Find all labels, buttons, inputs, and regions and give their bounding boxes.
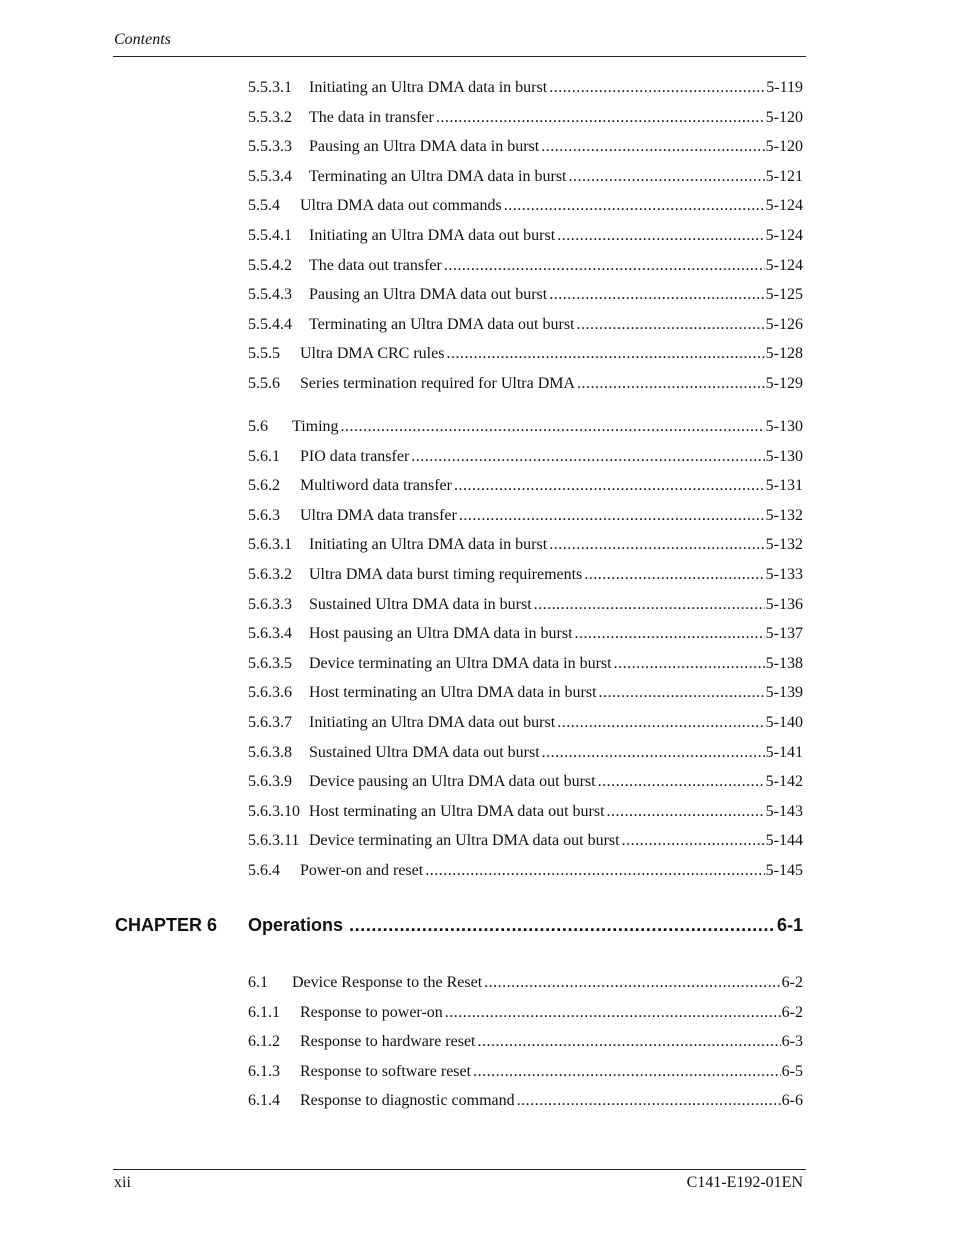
toc-entry-title: Multiword data transfer: [300, 477, 452, 495]
toc-entry-title: Initiating an Ultra DMA data in burst: [309, 536, 548, 554]
dot-leader: [549, 284, 764, 306]
toc-entry-page: 5-138: [765, 654, 803, 672]
toc-entry-number: 5.6.3.10: [248, 802, 300, 820]
toc-entry-title: Response to diagnostic command: [300, 1092, 515, 1110]
footer-page-number: xii: [114, 1174, 131, 1191]
toc-entry-title: Host terminating an Ultra DMA data out burst: [309, 802, 605, 820]
running-header-title: Contents: [114, 31, 171, 48]
toc-entry-page: 5-121: [765, 167, 803, 185]
toc-entry-page: 5-141: [765, 743, 803, 761]
dot-leader: [534, 594, 765, 616]
toc-entry-title: Host terminating an Ultra DMA data in burst: [309, 684, 597, 702]
dot-leader: [577, 314, 765, 336]
toc-entry-page: 6-5: [781, 1062, 803, 1080]
toc-entry-number: 5.6.3.6: [248, 684, 292, 702]
toc-entry-title: Timing: [292, 418, 339, 435]
toc-entry-page: 5-144: [765, 832, 803, 850]
toc-entry-title: Response to hardware reset: [300, 1033, 476, 1051]
dot-leader: [425, 860, 764, 882]
toc-entry-number: 5.5.3.4: [248, 167, 292, 185]
toc-entry-number: 5.6.3.3: [248, 595, 292, 613]
toc-entry[interactable]: [248, 446, 803, 468]
toc-entry-page: 5-129: [765, 375, 803, 392]
toc-entry[interactable]: [248, 475, 803, 497]
toc-entry[interactable]: [248, 1031, 803, 1053]
dot-leader: [517, 1090, 781, 1112]
toc-entry-number: 5.6.3: [248, 506, 280, 524]
toc-entry-number: 5.6: [248, 418, 268, 435]
toc-entry-number: 5.5.3.3: [248, 138, 292, 156]
toc-entry-title: Response to power-on: [300, 1003, 443, 1021]
toc-entry[interactable]: [248, 314, 803, 336]
toc-entry-title: Device terminating an Ultra DMA data in burst: [309, 654, 612, 672]
dot-leader: [607, 801, 765, 823]
toc-entry-page: 5-124: [765, 227, 803, 244]
toc-entry[interactable]: [248, 373, 803, 395]
toc-entry-number: 5.5.5: [248, 345, 280, 363]
toc-entry[interactable]: [248, 416, 803, 438]
dot-leader: [341, 416, 765, 438]
toc-entry-page: 5-132: [765, 536, 803, 554]
toc-entry-page: 5-137: [765, 625, 803, 643]
toc-entry[interactable]: [248, 255, 803, 277]
toc-entry-page: 6-2: [781, 974, 803, 991]
toc-entry[interactable]: [248, 534, 803, 556]
dot-leader: [569, 166, 765, 188]
toc-entry-title: Device terminating an Ultra DMA data out burst: [309, 832, 620, 850]
dot-leader: [614, 653, 765, 675]
dot-leader: [446, 343, 764, 365]
toc-entry[interactable]: [248, 225, 803, 247]
footer-rule: [113, 1169, 806, 1170]
toc-entry-number: 5.6.3.2: [248, 566, 292, 583]
dot-leader: [445, 1002, 781, 1024]
toc-chapter-6[interactable]: [115, 913, 803, 937]
dot-leader: [349, 913, 775, 937]
dot-leader: [541, 136, 764, 158]
toc-entry[interactable]: [248, 801, 803, 823]
toc-entry-title: PIO data transfer: [300, 447, 410, 465]
dot-leader: [584, 564, 764, 586]
toc-entry-number: 6.1.2: [248, 1033, 280, 1051]
toc-entry-title: Ultra DMA data burst timing requirements: [309, 566, 583, 583]
toc-entry-title: Ultra DMA CRC rules: [300, 345, 445, 363]
toc-entry[interactable]: [248, 682, 803, 704]
toc-entry-number: 5.6.3.4: [248, 625, 292, 643]
dot-leader: [549, 77, 765, 99]
toc-entry[interactable]: [248, 107, 803, 129]
dot-leader: [599, 682, 765, 704]
toc-entry-page: 5-142: [765, 773, 803, 791]
dot-leader: [549, 534, 764, 556]
toc-entry-page: 5-139: [765, 684, 803, 702]
toc-entry-title: Host pausing an Ultra DMA data in burst: [309, 625, 573, 643]
toc-entry[interactable]: [248, 343, 803, 365]
toc-entry[interactable]: [248, 284, 803, 306]
dot-leader: [478, 1031, 781, 1053]
dot-leader: [542, 742, 765, 764]
toc-entry-page: 5-130: [765, 447, 803, 465]
toc-entry-page: 5-136: [765, 595, 803, 613]
toc-entry-page: 5-133: [765, 566, 803, 583]
toc-entry[interactable]: [248, 860, 803, 882]
toc-entry-number: 5.5.4.3: [248, 286, 292, 304]
toc-entry-title: Initiating an Ultra DMA data out burst: [309, 714, 556, 731]
toc-entry[interactable]: [248, 1090, 803, 1112]
toc-entry[interactable]: [248, 742, 803, 764]
toc-entry-number: 5.6.3.5: [248, 654, 292, 672]
toc-entry-number: 5.5.4.1: [248, 227, 292, 244]
toc-entry-page: 5-119: [766, 79, 803, 96]
chapter-label: CHAPTER 6: [115, 915, 218, 935]
toc-entry-page: 5-143: [765, 802, 803, 820]
toc-entry[interactable]: [248, 505, 803, 527]
toc-entry[interactable]: [248, 166, 803, 188]
toc-entry-number: 5.5.3.2: [248, 108, 292, 126]
toc-entry-number: 5.6.3.1: [248, 536, 292, 554]
dot-leader: [575, 623, 765, 645]
toc-entry-page: 5-124: [765, 197, 803, 215]
toc-entry-number: 5.5.4.2: [248, 256, 292, 274]
toc-entry[interactable]: [248, 564, 803, 586]
toc-entry-number: 5.6.2: [248, 477, 280, 495]
toc-entry[interactable]: [248, 972, 803, 994]
toc-entry-title: Terminating an Ultra DMA data in burst: [309, 167, 567, 185]
toc-entry[interactable]: [248, 712, 803, 734]
header-rule: [113, 56, 806, 57]
chapter-page: 6-1: [776, 915, 803, 935]
toc-entry-number: 5.5.3.1: [248, 79, 292, 96]
toc-entry[interactable]: [248, 830, 803, 852]
toc-entry-number: 5.6.3.11: [248, 832, 300, 850]
toc-entry-page: 5-126: [765, 315, 803, 333]
dot-leader: [454, 475, 765, 497]
dot-leader: [411, 446, 764, 468]
dot-leader: [622, 830, 765, 852]
dot-leader: [557, 225, 764, 247]
toc-entry-title: Device pausing an Ultra DMA data out burst: [309, 773, 596, 791]
toc-entry-page: 5-131: [765, 477, 803, 495]
toc-entry[interactable]: [248, 136, 803, 158]
toc-entry-page: 5-132: [765, 506, 803, 524]
toc-entry-title: Series termination required for Ultra DMA: [300, 375, 576, 392]
toc-entry-page: 5-140: [765, 714, 803, 731]
toc-entry[interactable]: [248, 77, 803, 99]
toc-entry-number: 6.1.1: [248, 1003, 280, 1021]
toc-entry-page: 6-2: [781, 1003, 803, 1021]
dot-leader: [459, 505, 765, 527]
dot-leader: [444, 255, 765, 277]
toc-entry-number: 5.6.1: [248, 447, 280, 465]
toc-entry-number: 5.5.6: [248, 375, 280, 392]
toc-entry-page: 5-130: [765, 418, 803, 435]
toc-entry-number: 5.6.3.9: [248, 773, 292, 791]
toc-entry-page: 5-120: [765, 138, 803, 156]
toc-entry[interactable]: [248, 623, 803, 645]
toc-entry-title: Pausing an Ultra DMA data in burst: [309, 138, 540, 156]
toc-entry[interactable]: [248, 594, 803, 616]
toc-entry-title: Pausing an Ultra DMA data out burst: [309, 286, 548, 304]
toc-entry-page: 6-3: [781, 1033, 803, 1051]
toc-entry[interactable]: [248, 195, 803, 217]
toc-entry-number: 5.6.4: [248, 862, 280, 879]
toc-entry-number: 5.5.4: [248, 197, 280, 215]
toc-entry-page: 5-124: [765, 256, 803, 274]
toc-entry-page: 6-6: [781, 1092, 803, 1110]
toc-entry[interactable]: [248, 653, 803, 675]
dot-leader: [598, 771, 765, 793]
footer-doc-id: C141-E192-01EN: [686, 1174, 803, 1191]
toc-entry-title: Device Response to the Reset: [292, 974, 483, 991]
toc-entry-title: Ultra DMA data out commands: [300, 197, 502, 215]
dot-leader: [473, 1061, 781, 1083]
toc-entry-number: 5.6.3.8: [248, 743, 292, 761]
dot-leader: [577, 373, 765, 395]
toc-entry-number: 5.5.4.4: [248, 315, 292, 333]
toc-entry-number: 6.1.4: [248, 1092, 280, 1110]
toc-entry-title: Sustained Ultra DMA data out burst: [309, 743, 540, 761]
toc-entry-page: 5-120: [765, 108, 803, 126]
chapter-title: Operations: [248, 915, 344, 935]
dot-leader: [484, 972, 781, 994]
toc-entry-title: Terminating an Ultra DMA data out burst: [309, 315, 575, 333]
toc-entry-title: The data in transfer: [309, 108, 434, 126]
dot-leader: [504, 195, 765, 217]
dot-leader: [436, 107, 765, 129]
toc-entry-title: The data out transfer: [309, 256, 442, 274]
toc-entry-title: Response to software reset: [300, 1062, 472, 1080]
toc-entry-title: Ultra DMA data transfer: [300, 506, 457, 524]
toc-entry-number: 6.1.3: [248, 1062, 280, 1080]
toc-entry-title: Initiating an Ultra DMA data in burst: [309, 79, 548, 96]
toc-entry-page: 5-145: [765, 862, 803, 879]
toc-entry[interactable]: [248, 1061, 803, 1083]
toc-entry[interactable]: [248, 1002, 803, 1024]
toc-entry-title: Power-on and reset: [300, 862, 424, 879]
toc-entry-page: 5-125: [765, 286, 803, 304]
toc-entry-title: Sustained Ultra DMA data in burst: [309, 595, 532, 613]
dot-leader: [557, 712, 764, 734]
toc-entry[interactable]: [248, 771, 803, 793]
toc-entry-number: 5.6.3.7: [248, 714, 292, 731]
toc-entry-page: 5-128: [765, 345, 803, 363]
toc-entry-number: 6.1: [248, 974, 268, 991]
toc-entry-title: Initiating an Ultra DMA data out burst: [309, 227, 556, 244]
